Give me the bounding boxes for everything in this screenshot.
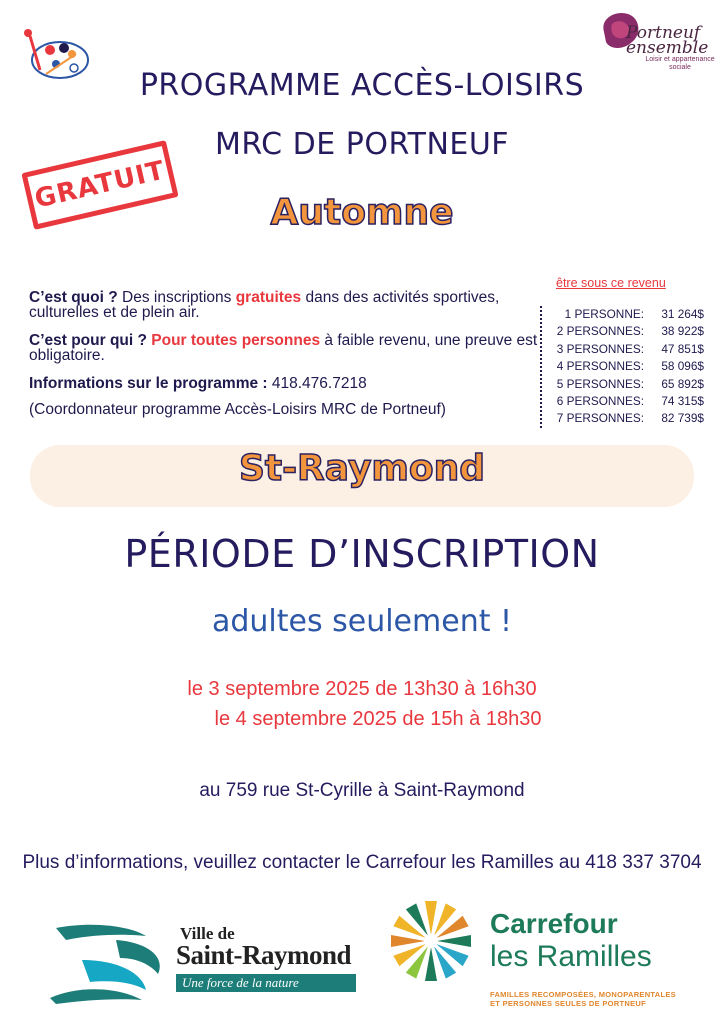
income-row: 1 PERSONNE: 31 264$ xyxy=(564,307,704,321)
season-title: Automne xyxy=(270,192,454,233)
portneuf-ensemble-logo-text: Portneuf ensemble xyxy=(626,23,709,58)
program-info xyxy=(29,290,539,430)
income-row: 2 PERSONNES: 38 922$ xyxy=(556,324,704,339)
registration-date-2: le 4 septembre 2025 de 15h à 18h30 xyxy=(214,708,542,730)
income-row: 4 PERSONNES: 58 096$ xyxy=(556,359,704,374)
saint-raymond-slogan: Une force de la nature xyxy=(176,974,356,992)
registration-period-title: PÉRIODE D’INSCRIPTION xyxy=(124,532,600,576)
info-program: Informations sur le programme : 418.476.7218 xyxy=(29,375,367,392)
saint-raymond-logo-line1: Ville de xyxy=(180,924,235,943)
info-coordinator: (Coordonnateur programme Accès-Loisirs MRC de Portneuf) xyxy=(29,401,446,418)
income-heading: être sous ce revenu xyxy=(556,276,666,290)
income-row: 7 PERSONNES: 82 739$ xyxy=(556,411,704,426)
carrefour-logo-line1: Carrefour xyxy=(490,908,618,939)
saint-raymond-logo-icon xyxy=(46,920,176,1006)
income-row: 5 PERSONNES: 65 892$ xyxy=(556,376,704,391)
contact-info: Plus d’informations, veuillez contacter le Carrefour les Ramilles au 418 337 3704 xyxy=(22,852,702,873)
registration-date-1: le 3 septembre 2025 de 13h30 à 16h30 xyxy=(187,678,537,700)
income-table xyxy=(540,306,704,428)
free-stamp-label: GRATUIT xyxy=(31,155,169,215)
registration-address: au 759 rue St-Cyrille à Saint-Raymond xyxy=(199,780,525,801)
info-who: C’est pour qui ? Pour toutes personnes à faible revenu, une preuve est obligatoire. xyxy=(29,332,538,364)
info-what: C’est quoi ? Des inscriptions gratuites dans des activités sportives, culturelles et de plein air. xyxy=(29,289,500,321)
carrefour-logo-line2: les Ramilles xyxy=(490,940,652,973)
portneuf-ensemble-tagline: Loisir et appartenance sociale xyxy=(645,56,715,71)
town-title: St-Raymond xyxy=(238,448,486,489)
audience-note: adultes seulement ! xyxy=(211,604,513,639)
carrefour-ramilles-logo-icon xyxy=(388,898,474,984)
carrefour-tagline: FAMILLES RECOMPOSÉES, MONOPARENTALES ET PERSONNES SEULES DE PORTNEUF xyxy=(490,990,676,1008)
income-row: 6 PERSONNES: 74 315$ xyxy=(556,393,704,408)
income-row: 3 PERSONNES: 47 851$ xyxy=(556,341,704,356)
program-title-line2: MRC DE PORTNEUF xyxy=(214,127,510,162)
program-title-line1: PROGRAMME ACCÈS-LOISIRS xyxy=(139,68,585,103)
saint-raymond-logo-line2: Saint-Raymond xyxy=(176,940,352,970)
